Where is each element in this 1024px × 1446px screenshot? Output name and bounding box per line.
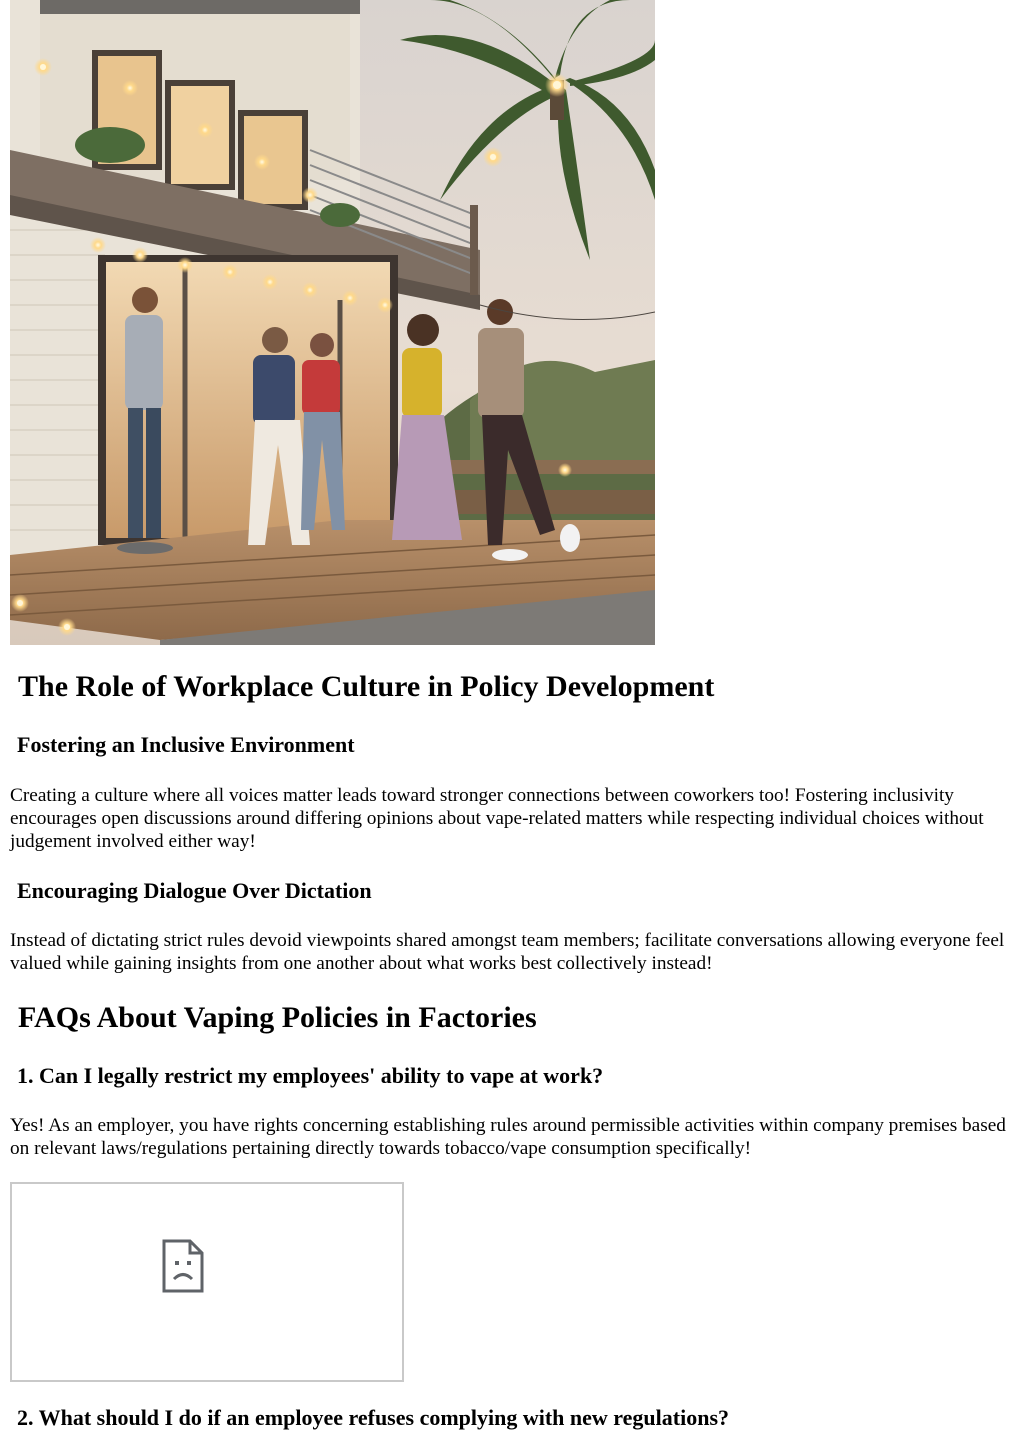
- broken-document-icon: [162, 1239, 204, 1293]
- faq-question-2: 2. What should I do if an employee refuses complying with new regulations?: [17, 1405, 730, 1430]
- faq-question-1: 1. Can I legally restrict my employees' ability to vape at work?: [17, 1063, 604, 1088]
- embedded-frame[interactable]: [10, 1182, 404, 1382]
- faq-answer-1: Yes! As an employer, you have rights concerning establishing rules around permissible activities within company premises based on relevant laws/regulations pertaining directly towards tobacco/vape consumption specifically!: [10, 1115, 1006, 1159]
- paragraph-inclusive: Creating a culture where all voices matter leads toward stronger connections between coworkers too! Fostering inclusivity encourages open discussions around differing opinions about vape-related matters while respecting individual choices without judgement involved either way!: [10, 785, 984, 852]
- subsection-heading-dialogue: Encouraging Dialogue Over Dictation: [17, 878, 372, 903]
- paragraph-dialogue: Instead of dictating strict rules devoid viewpoints shared amongst team members; facilitate conversations allowing everyone feel valued while gaining insights from one another about what works best collectively instead!: [10, 930, 1005, 974]
- subsection-heading-inclusive: Fostering an Inclusive Environment: [17, 732, 355, 757]
- hero-image: [10, 0, 655, 645]
- section-heading-faqs: FAQs About Vaping Policies in Factories: [18, 1001, 537, 1034]
- section-heading-workplace-culture: The Role of Workplace Culture in Policy Development: [18, 670, 715, 703]
